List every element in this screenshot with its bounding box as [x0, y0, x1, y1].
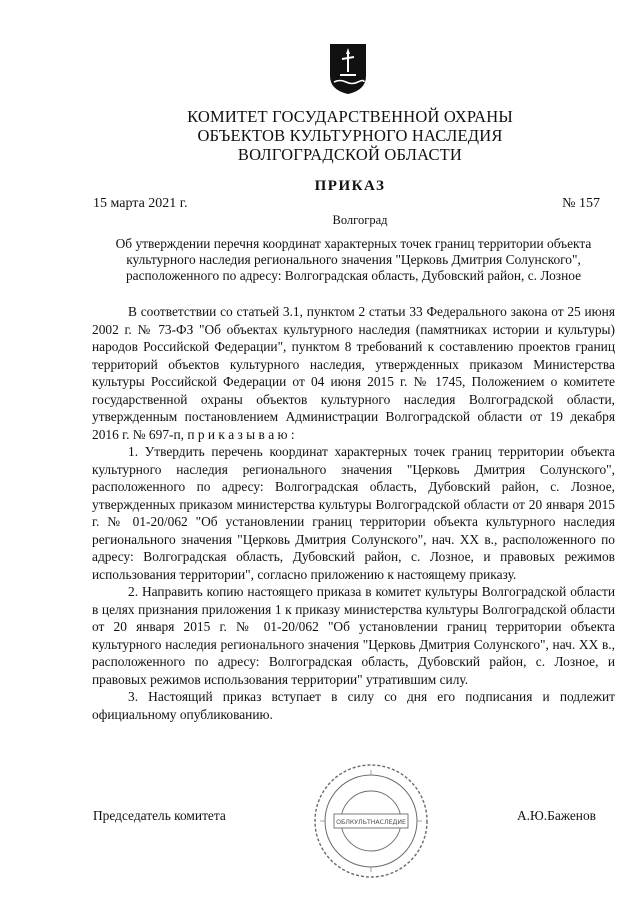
- stamp-center-text: ОБЛКУЛЬТНАСЛЕДИЕ: [336, 819, 406, 826]
- order-city: Волгоград: [332, 213, 388, 227]
- order-item-3: 3. Настоящий приказ вступает в силу со дня его подписания и подлежит официальному опубликованию.: [92, 689, 615, 722]
- document-title: ПРИКАЗ: [314, 178, 386, 194]
- order-subject: Об утверждении перечня координат характерных точек границ территории объекта культурного наследия регионального значения "Церковь Дмитрия Солунского", расположенного по адресу: Волгоградская область, Дубовский район, с. Лозное: [115, 236, 592, 283]
- official-stamp-icon: [312, 762, 430, 880]
- signatory-name: А.Ю.Баженов: [517, 808, 596, 823]
- signatory-role: Председатель комитета: [93, 808, 226, 823]
- order-number: № 157: [562, 196, 600, 211]
- org-name-line-2: ОБЪЕКТОВ КУЛЬТУРНОГО НАСЛЕДИЯ: [197, 126, 503, 145]
- org-name-line-3: ВОЛГОГРАДСКОЙ ОБЛАСТИ: [237, 145, 463, 164]
- org-name-line-1: КОМИТЕТ ГОСУДАРСТВЕННОЙ ОХРАНЫ: [187, 107, 513, 126]
- volgograd-emblem-icon: [328, 42, 368, 96]
- order-item-1: 1. Утвердить перечень координат характерных точек границ территории объекта культурного наследия регионального значения "Церковь Дмитрия Солунского", расположенного по адресу: Волгоградская область, Дубовский район, с. Лозное, утвержденных приказом министерства культуры Волгоградской области от 20 января 2015 г. № 01-20/062 "Об установлении границ территории объекта культурного наследия регионального значения "Церковь Дмитрия Солунского", нач. XX в., расположенного по адресу: Волгоградская область, Дубовский район, с. Лозное, и правовых режимов использования территории", согласно приложению к настоящему приказу.: [92, 444, 615, 582]
- order-item-2: 2. Направить копию настоящего приказа в комитет культуры Волгоградской области в целях признания приложения 1 к приказу министерства культуры Волгоградской области от 20 января 2015 г. № 01-20/062 "Об установлении границ территории объекта культурного наследия регионального значения "Церковь Дмитрия Солунского", нач. XX в., расположенного по адресу: Волгоградская область, Дубовский район, с. Лозное, и правовых режимов использования территории" утратившим силу.: [92, 584, 615, 687]
- order-preamble: В соответствии со статьей 3.1, пунктом 2 статьи 33 Федерального закона от 25 июня 2002 г. № 73-ФЗ "Об объектах культурного наследия (памятниках истории и культуры) народов Российской Федерации", пунктом 8 требований к составлению проектов границ территорий объектов культурного наследия, утвержденных приказом Министерства культуры Российской Федерации от 04 июня 2015 г. № 1745, Положением о комитете государственной охраны объектов культурного наследия Волгоградской области, утвержденным постановлением Администрации Волгоградской области от 19 декабря 2016 г. № 697-п, п р и к а з ы в а ю :: [92, 304, 615, 442]
- order-date: 15 марта 2021 г.: [93, 196, 188, 211]
- order-body: [92, 303, 615, 723]
